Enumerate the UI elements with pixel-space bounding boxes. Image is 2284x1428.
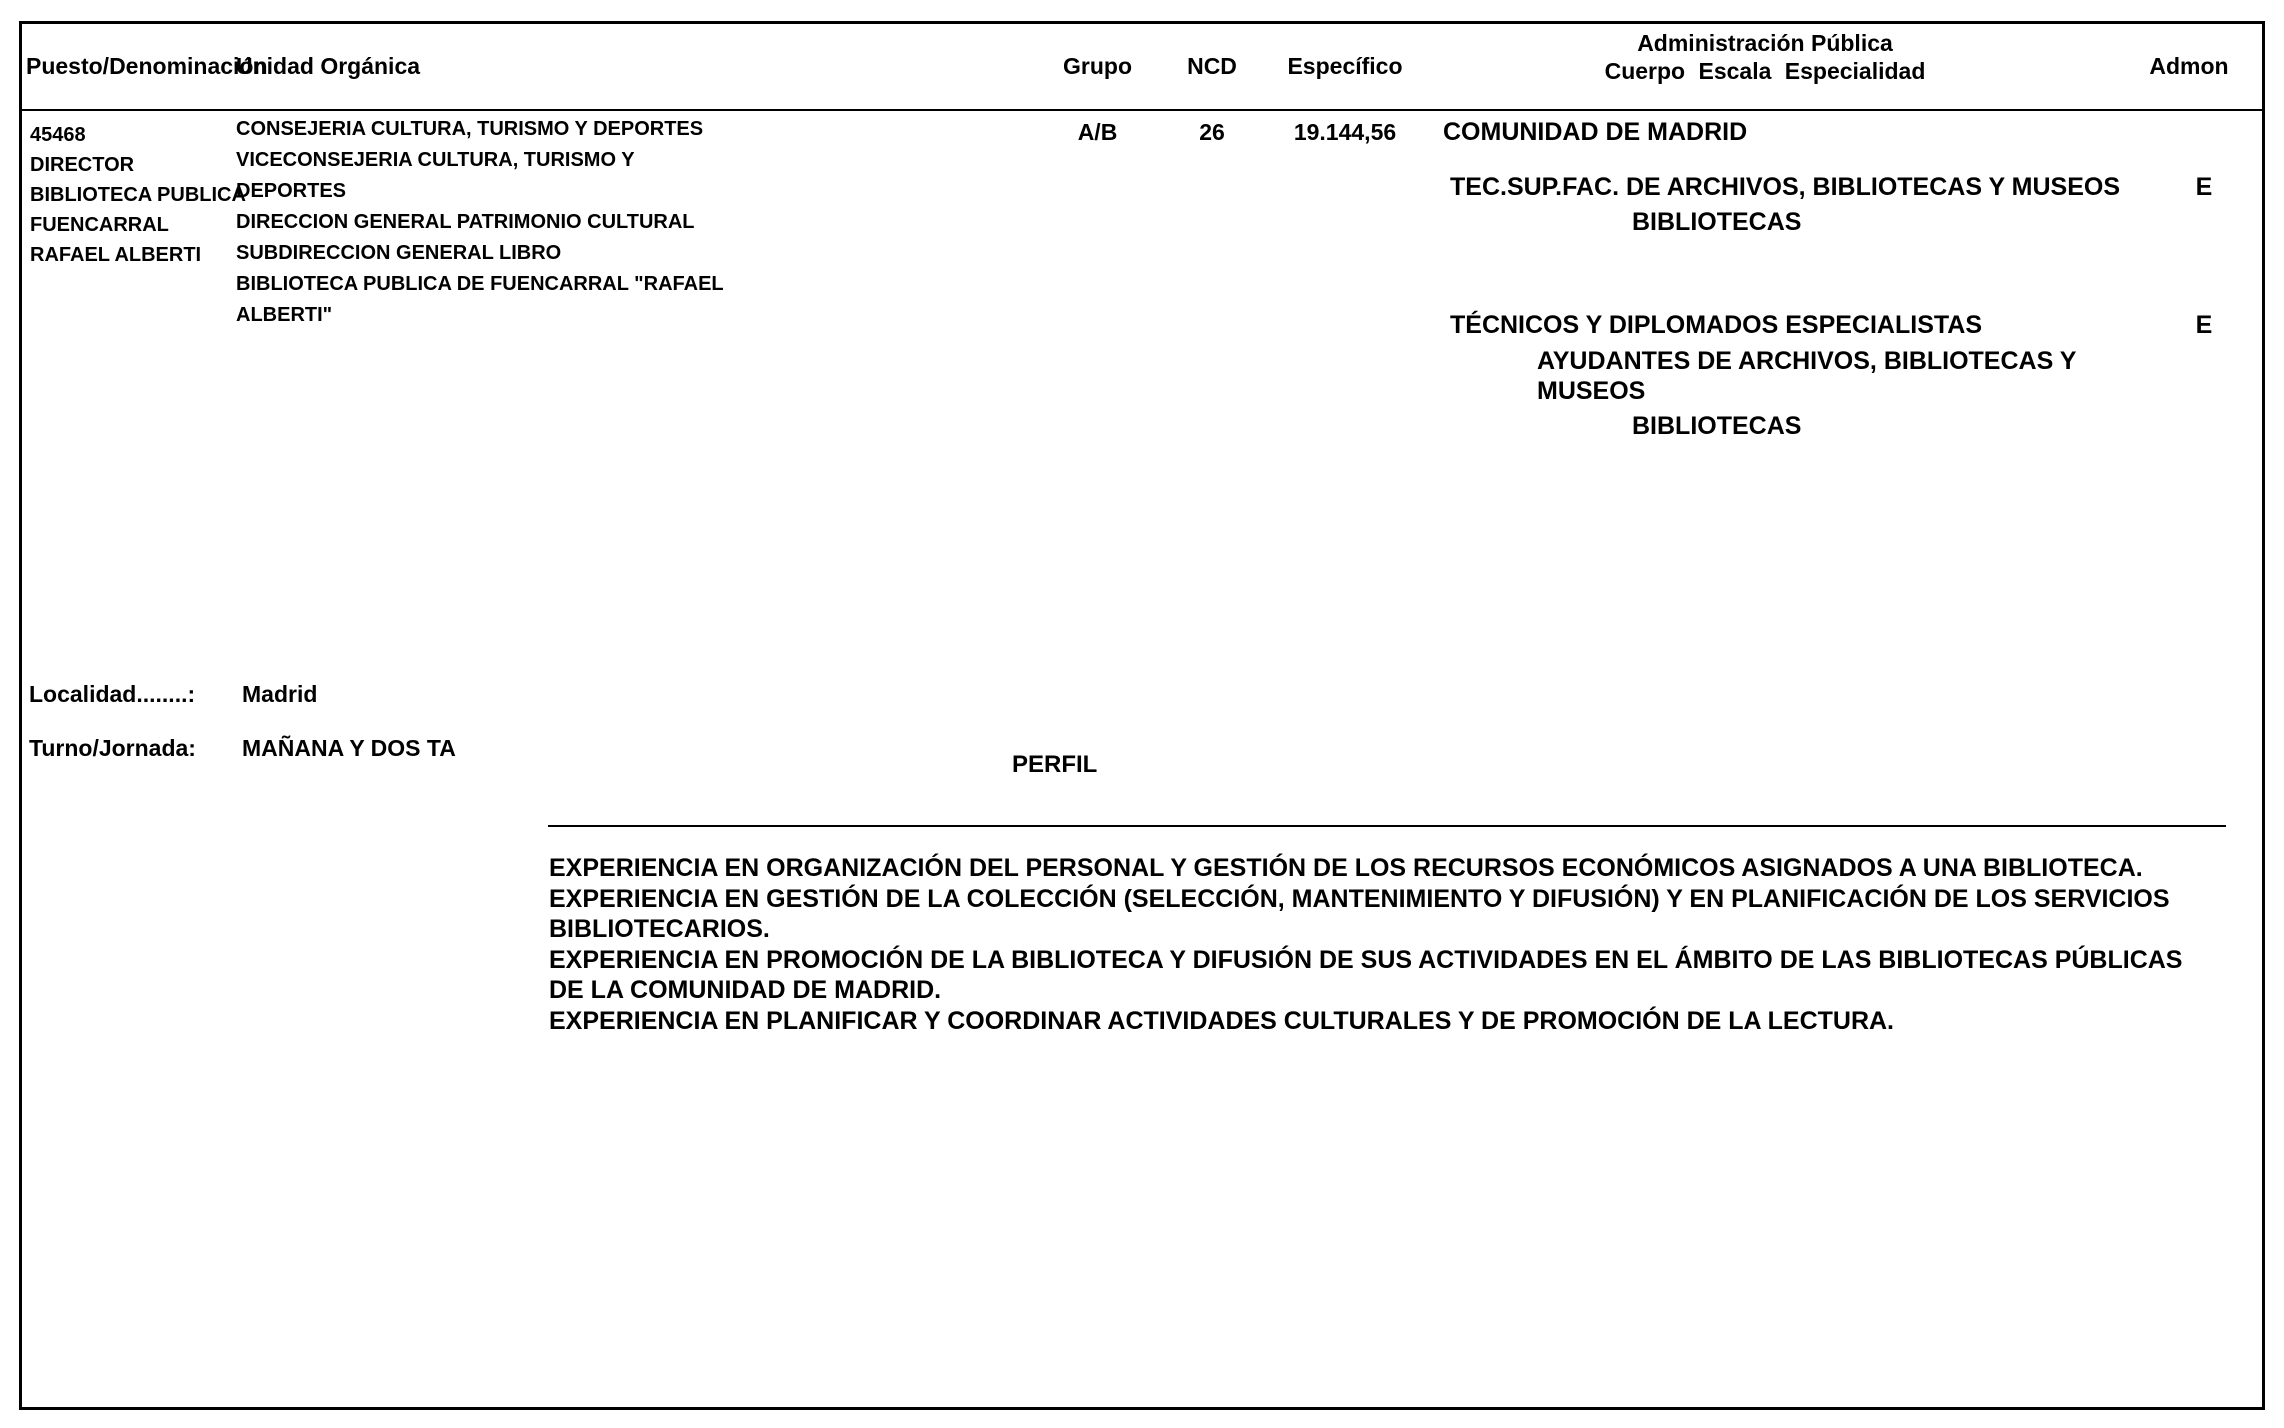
puesto-denominacion-line: FUENCARRAL [30,214,169,236]
unidad-organica-item: VICECONSEJERIA CULTURA, TURISMO Y DEPORTES [236,149,635,202]
column-header-unidad-organica: Unidad Orgánica [236,53,421,79]
perfil-separator-line [548,825,2226,827]
column-header-administracion-publica-line1: Administración Pública [1637,30,1893,56]
puesto-denominacion-line: BIBLIOTECA PUBLICA [30,184,246,206]
especifico-value: 19.144,56 [1293,119,1397,145]
perfil-requirements-list [549,853,2197,1036]
turno-jornada-label: Turno/Jornada: [29,735,196,761]
perfil-requirement-item: EXPERIENCIA EN PLANIFICAR Y COORDINAR ACTIVIDADES CULTURALES Y DE PROMOCIÓN DE LA LECTURA. [549,1006,1895,1035]
cuerpo-2-nombre: TÉCNICOS Y DIPLOMADOS ESPECIALISTAS [1450,311,1983,339]
cuerpo-block-1 [1450,172,2126,237]
puesto-denominacion-line: RAFAEL ALBERTI [30,244,202,266]
cuerpo-2-escala: AYUDANTES DE ARCHIVOS, BIBLIOTECAS Y MUSEOS [1537,347,2076,405]
turno-jornada-value: MAÑANA Y DOS TA [242,735,456,761]
localidad-value: Madrid [242,681,318,707]
cuerpo-1-especialidad: BIBLIOTECAS [1632,208,1802,236]
puesto-codigo: 45468 [30,124,86,146]
column-header-grupo: Grupo [1063,53,1132,79]
column-header-especifico: Específico [1287,53,1403,79]
unidad-organica-item: CONSEJERIA CULTURA, TURISMO Y DEPORTES [236,118,704,140]
grupo-value: A/B [1077,119,1118,145]
ncd-value: 26 [1199,119,1225,145]
column-header-ncd: NCD [1187,53,1237,79]
column-header-administracion-publica [1432,29,2098,85]
column-header-admon: Admon [2149,53,2229,79]
unidad-organica-item: DIRECCION GENERAL PATRIMONIO CULTURAL [236,211,695,233]
administracion-publica-value: COMUNIDAD DE MADRID [1443,118,1748,146]
cuerpo-block-2 [1450,310,2126,441]
puesto-denominacion-cell [30,120,246,270]
cuerpo-1-nombre: TEC.SUP.FAC. DE ARCHIVOS, BIBLIOTECAS Y MUSEOS [1450,173,2121,201]
cuerpo-2-especialidad: BIBLIOTECAS [1632,412,1802,440]
perfil-requirement-item: EXPERIENCIA EN GESTIÓN DE LA COLECCIÓN (SELECCIÓN, MANTENIMIENTO Y DIFUSIÓN) Y EN PLANIFICACIÓN DE LOS SERVICIOS BIBLIOTECARIOS. [549,884,2170,943]
column-header-cuerpo-escala-especialidad: Cuerpo Escala Especialidad [1604,58,1926,84]
unidad-organica-cell [236,114,728,331]
cuerpo-2-admon: E [2195,311,2213,339]
localidad-label: Localidad........: [29,681,196,707]
document-border-frame [19,21,2265,1410]
column-header-puesto-denominacion: Puesto/Denominación [26,53,268,79]
perfil-section-title: PERFIL [1012,751,1098,778]
header-separator-line [22,109,2262,111]
puesto-denominacion-line: DIRECTOR [30,154,135,176]
puesto-denominacion-lines [30,150,246,270]
cuerpo-1-admon: E [2195,173,2213,201]
unidad-organica-item: SUBDIRECCION GENERAL LIBRO [236,242,562,264]
perfil-requirement-item: EXPERIENCIA EN PROMOCIÓN DE LA BIBLIOTECA Y DIFUSIÓN DE SUS ACTIVIDADES EN EL ÁMBITO DE LAS BIBLIOTECAS PÚBLICAS DE LA COMUNIDAD DE MADRID. [549,945,2183,1004]
unidad-organica-item: BIBLIOTECA PUBLICA DE FUENCARRAL "RAFAEL ALBERTI" [236,273,724,326]
perfil-requirement-item: EXPERIENCIA EN ORGANIZACIÓN DEL PERSONAL Y GESTIÓN DE LOS RECURSOS ECONÓMICOS ASIGNADOS A UNA BIBLIOTECA. [549,854,2143,882]
